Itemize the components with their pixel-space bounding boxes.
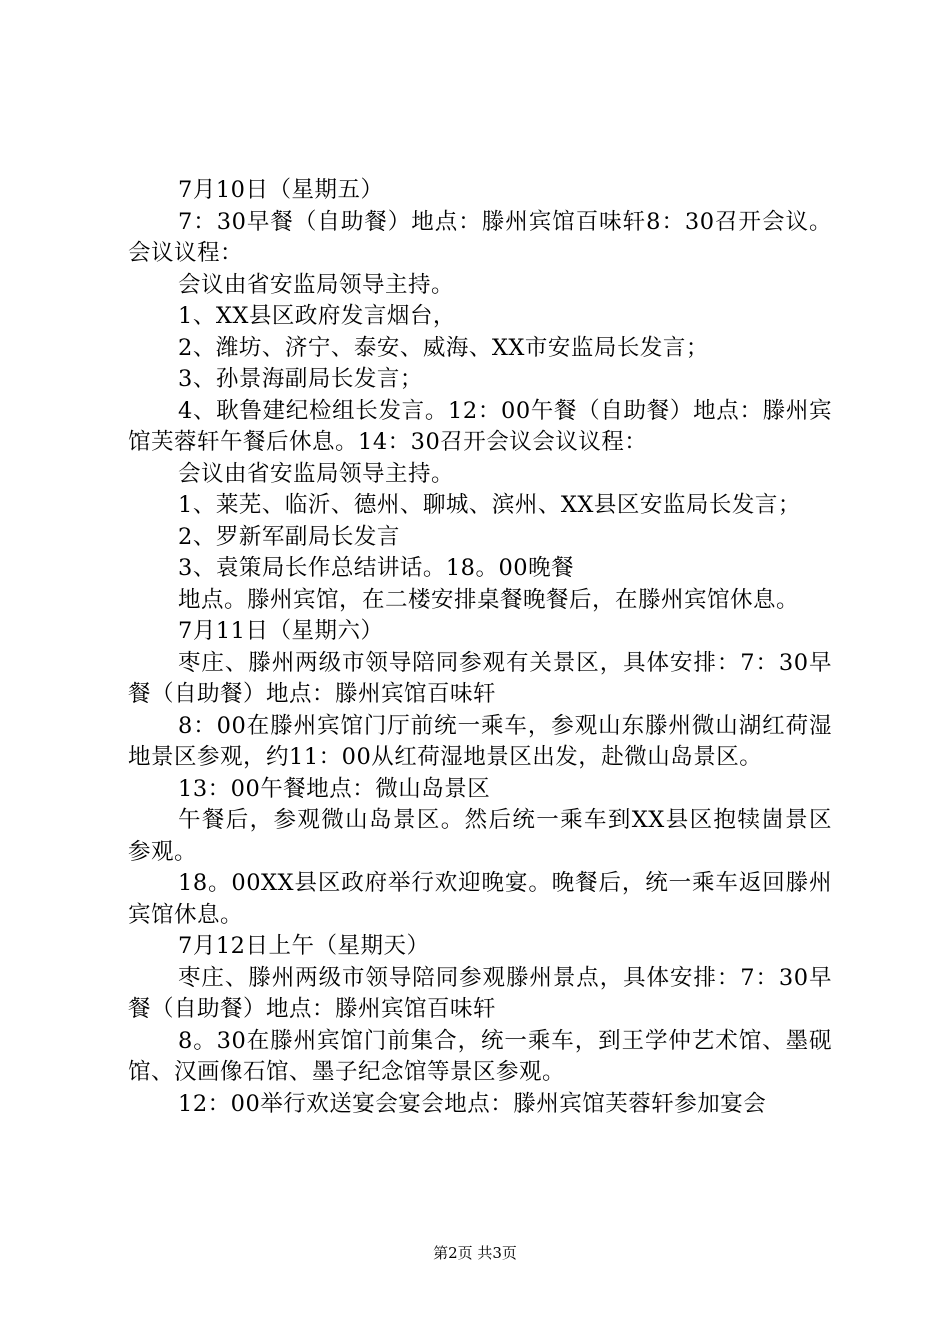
paragraph: 枣庄、滕州两级市领导陪同参观滕州景点，具体安排：7：30早餐（自助餐）地点：滕州宾馆百味轩: [128, 964, 832, 1022]
paragraph: 2、潍坊、济宁、泰安、威海、XX市安监局长发言；: [178, 334, 709, 361]
paragraph: 会议由省安监局领导主持。: [178, 460, 455, 487]
paragraph: 4、耿鲁建纪检组长发言。12：00午餐（自助餐）地点：滕州宾馆芙蓉轩午餐后休息。14：30召开会议会议议程：: [128, 397, 832, 455]
paragraph: 1、XX县区政府发言烟台，: [178, 303, 456, 329]
paragraph: 1、莱芜、临沂、德州、聊城、滨州、XX县区安监局长发言；: [178, 492, 801, 518]
paragraph: 会议由省安监局领导主持。: [178, 271, 455, 298]
document-body: [128, 175, 832, 1120]
paragraph-date-july-10: 7月10日（星期五）: [178, 177, 384, 203]
page-number-footer: 第2页 共3页: [433, 1244, 517, 1262]
paragraph: 午餐后，参观微山岛景区。然后统一乘车到XX县区抱犊崮景区参观。: [128, 807, 832, 865]
paragraph: 7：30早餐（自助餐）地点：滕州宾馆百味轩8：30召开会议。会议议程：: [128, 208, 832, 266]
paragraph: 枣庄、滕州两级市领导陪同参观有关景区，具体安排：7：30早餐（自助餐）地点：滕州宾馆百味轩: [128, 649, 832, 707]
paragraph-date-july-12: 7月12日上午（星期天）: [178, 933, 430, 959]
paragraph: 8。30在滕州宾馆门前集合，统一乘车，到王学仲艺术馆、墨砚馆、汉画像石馆、墨子纪念馆等景区参观。: [128, 1027, 832, 1085]
paragraph: 13：00午餐地点：微山岛景区: [178, 775, 491, 802]
paragraph: 3、孙景海副局长发言；: [178, 366, 423, 392]
paragraph: 3、袁策局长作总结讲话。18。00晚餐: [178, 555, 575, 581]
paragraph: 地点。滕州宾馆，在二楼安排桌餐晚餐后，在滕州宾馆休息。: [178, 586, 800, 613]
paragraph: 12：00举行欢送宴会宴会地点：滕州宾馆芙蓉轩参加宴会: [178, 1090, 767, 1117]
paragraph: 8：00在滕州宾馆门厅前统一乘车，参观山东滕州微山湖红荷湿地景区参观，约11：00从红荷湿地景区出发，赴微山岛景区。: [128, 712, 832, 770]
paragraph: 18。00XX县区政府举行欢迎晚宴。晚餐后，统一乘车返回滕州宾馆休息。: [128, 870, 832, 928]
paragraph: 2、罗新军副局长发言: [178, 523, 400, 550]
paragraph-date-july-11: 7月11日（星期六）: [178, 618, 384, 644]
